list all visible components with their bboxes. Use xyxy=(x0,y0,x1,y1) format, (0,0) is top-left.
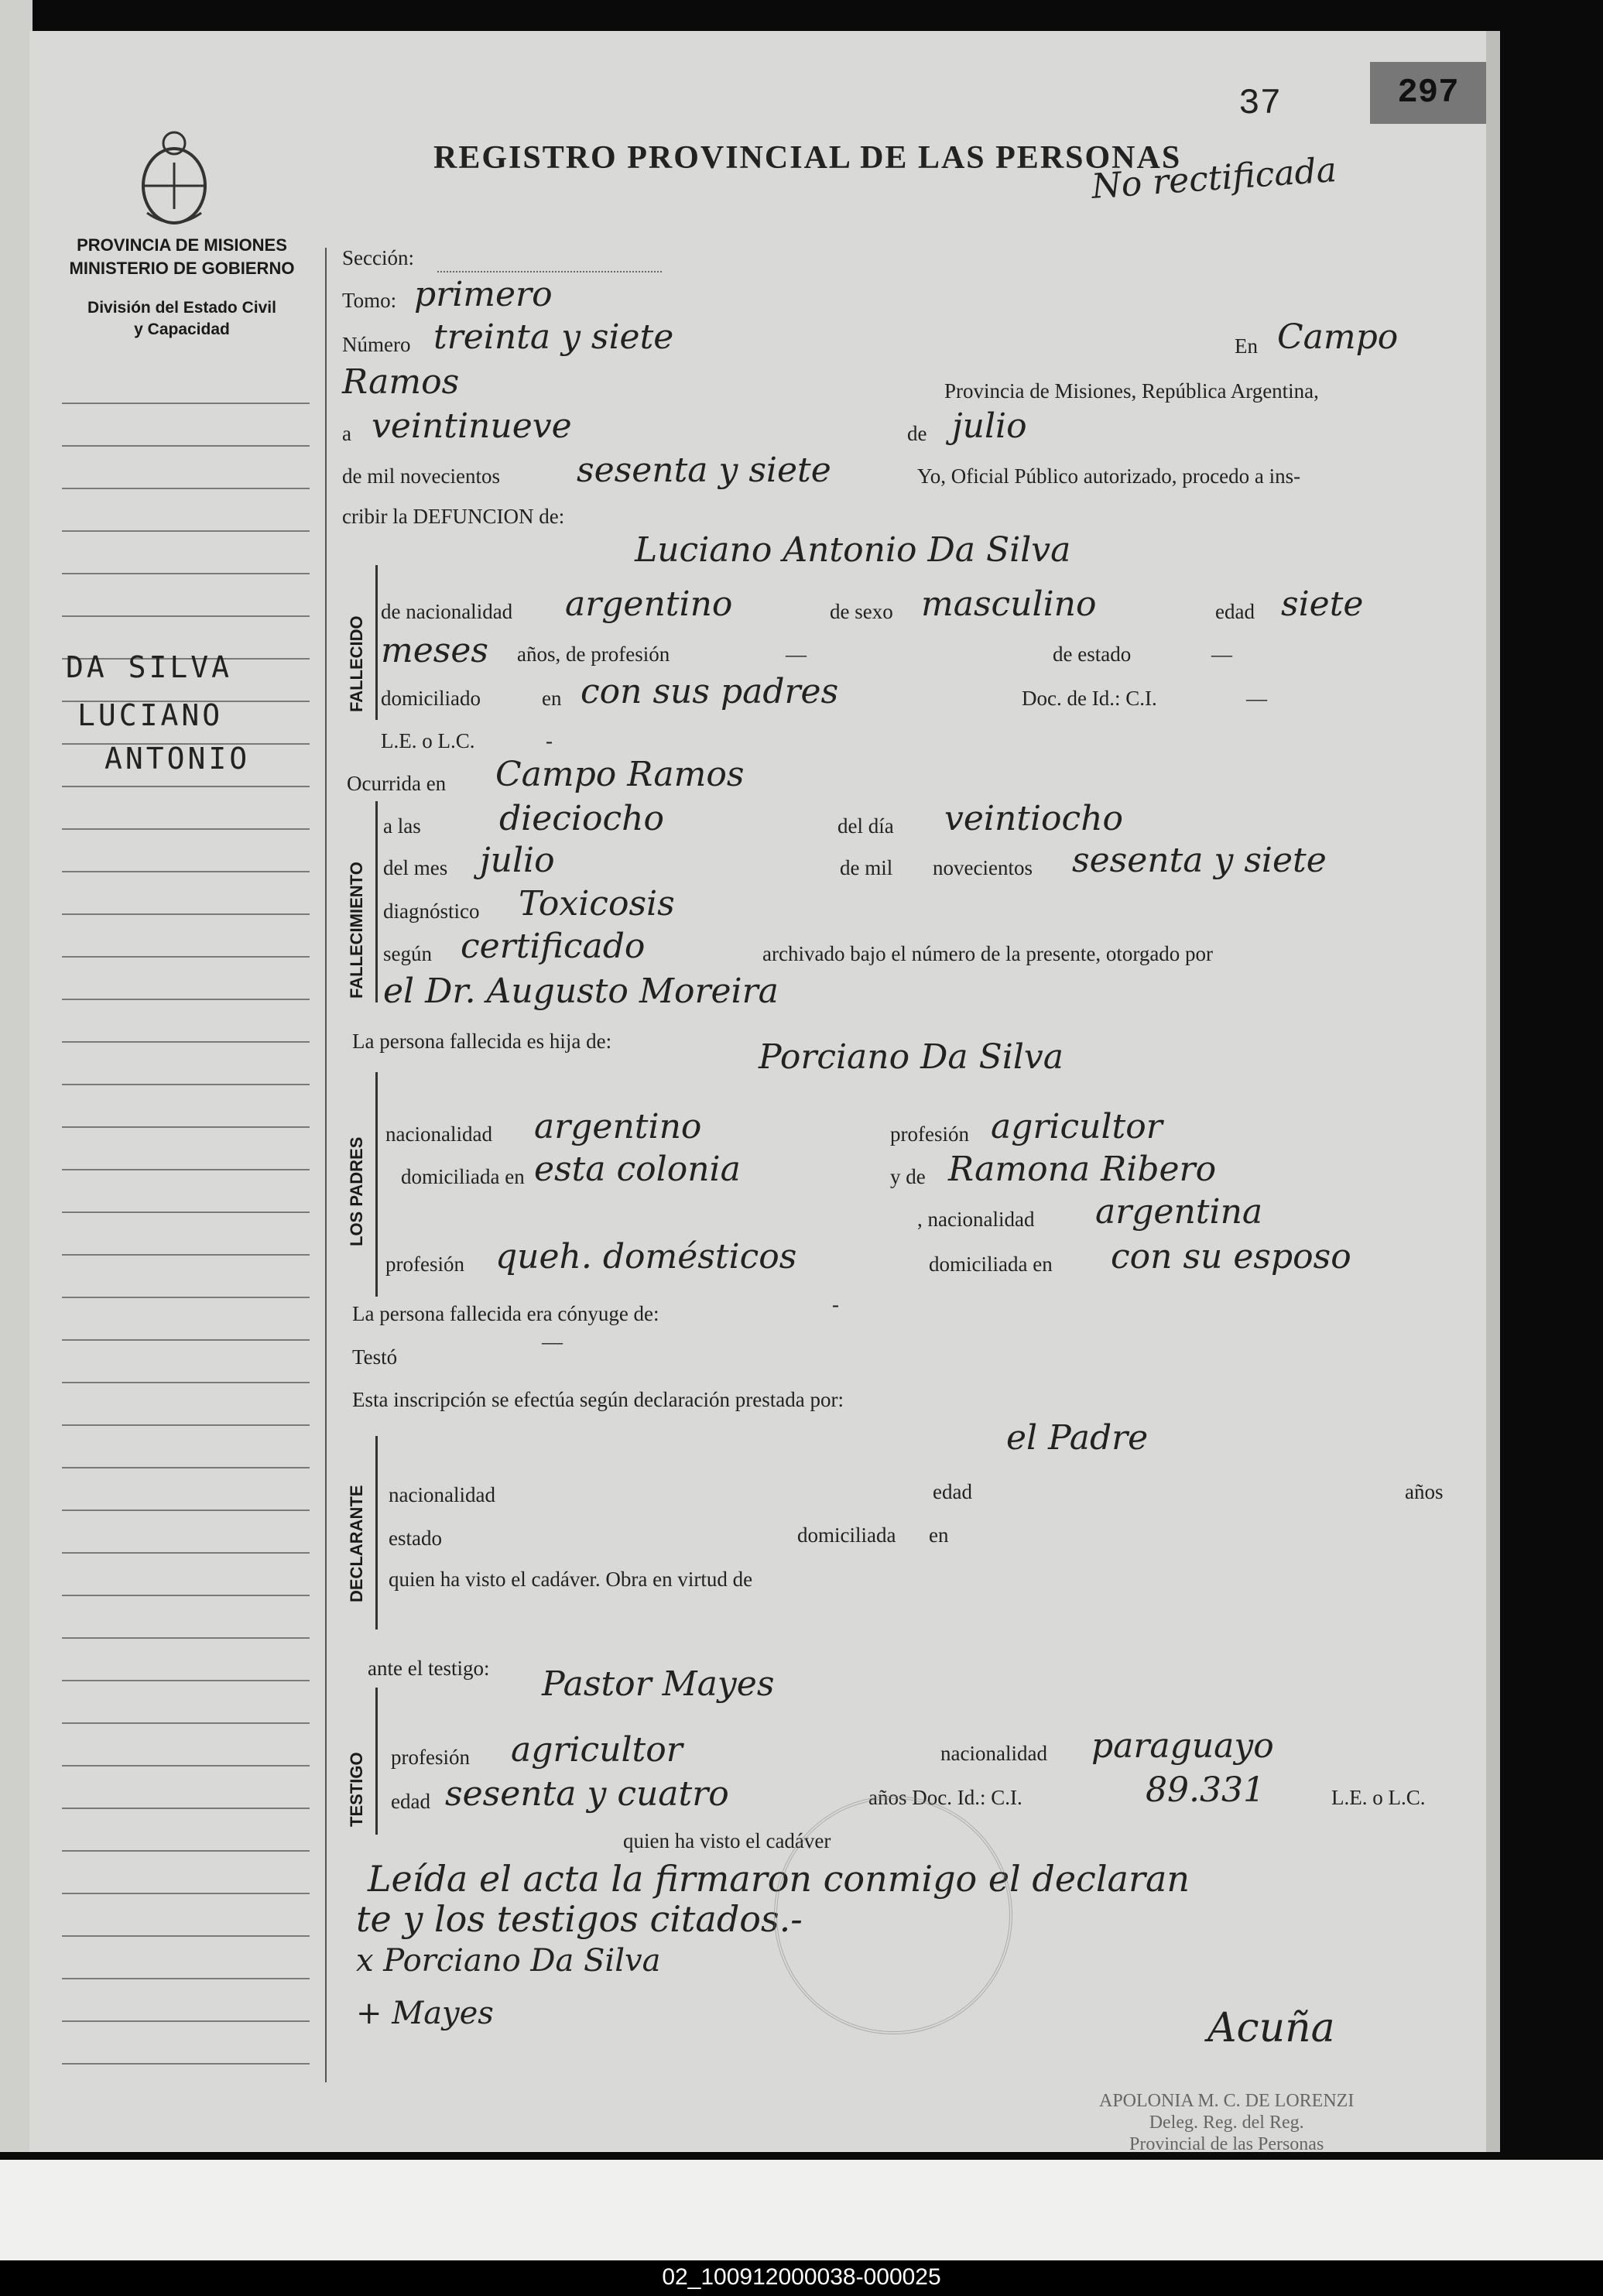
del-dia-label: del día xyxy=(837,814,894,838)
de-label: de xyxy=(907,422,927,445)
tomo-label: Tomo: xyxy=(342,289,397,312)
margin-rule xyxy=(62,573,310,574)
margin-rule xyxy=(62,1510,310,1511)
signature-declarante: x Porciano Da Silva xyxy=(356,1943,661,1979)
day-value: veintinueve xyxy=(372,406,572,446)
testigo-name: Pastor Mayes xyxy=(542,1664,775,1704)
ocurrida-label: Ocurrida en xyxy=(347,772,447,795)
seccion-line xyxy=(437,271,662,274)
closing-line-1: Leída el acta la firmaron conmigo el declaran xyxy=(368,1858,1190,1900)
margin-rule xyxy=(62,999,310,1000)
margin-rule xyxy=(62,1041,310,1043)
margin-rule xyxy=(62,1297,310,1298)
margin-rule xyxy=(62,1637,310,1639)
a-las-label: a las xyxy=(383,814,421,838)
archivado-text: archivado bajo el número de la presente, otorgado por xyxy=(762,942,1214,965)
left-page-edge xyxy=(0,0,33,2152)
testo-label: Testó xyxy=(352,1345,398,1369)
margin-rule xyxy=(62,403,310,404)
declarante-edad-label: edad xyxy=(933,1480,972,1503)
section-declarante: DECLARANTE xyxy=(347,1485,366,1602)
section-testigo: TESTIGO xyxy=(347,1752,366,1827)
testigo-nacionalidad: paraguayo xyxy=(1091,1726,1274,1766)
padre-nacionalidad: argentino xyxy=(534,1107,702,1146)
testo-value: — xyxy=(542,1330,563,1353)
doc-value: — xyxy=(1246,687,1267,710)
fallecimiento-bracket xyxy=(375,801,378,1002)
stamp-line-2: Deleg. Reg. del Reg. xyxy=(1149,2113,1304,2133)
margin-rule xyxy=(62,1467,310,1468)
en-label-2: en xyxy=(542,687,562,710)
medico-value: el Dr. Augusto Moreira xyxy=(383,972,779,1011)
column-divider xyxy=(325,248,327,2082)
testigo-anos-doc-label: años Doc. Id.: C.I. xyxy=(868,1786,1022,1809)
madre-profesion-label: profesión xyxy=(385,1253,464,1276)
testigo-doc: 89.331 xyxy=(1146,1770,1265,1810)
margin-rule xyxy=(62,530,310,532)
numero-label: Número xyxy=(342,333,411,356)
testigo-profesion-label: profesión xyxy=(391,1746,470,1769)
conyuge-value: - xyxy=(832,1293,839,1316)
madre-domiciliada-label: domiciliada en xyxy=(929,1253,1053,1276)
seccion-label: Sección: xyxy=(342,246,414,269)
declarante-estado-label: estado xyxy=(389,1527,442,1550)
madre-nacionalidad: argentina xyxy=(1095,1192,1263,1232)
margin-rule xyxy=(62,615,310,617)
sexo-value: masculino xyxy=(921,584,1097,624)
margin-rule xyxy=(62,445,310,447)
margin-rule xyxy=(62,1808,310,1809)
testigo-visto-label: quien ha visto el cadáver xyxy=(623,1829,831,1852)
declarante-visto-label: quien ha visto el cadáver. Obra en virtud de xyxy=(389,1568,753,1591)
segun-label: según xyxy=(383,942,432,965)
closing-line-2: te y los testigos citados.- xyxy=(356,1898,803,1940)
margin-surname: DA SILVA xyxy=(66,650,233,684)
ocurrida-value: Campo Ramos xyxy=(495,755,745,794)
stamp-line-1: APOLONIA M. C. DE LORENZI xyxy=(1099,2091,1355,2111)
division-label: División del Estado Civil xyxy=(87,299,276,317)
meses-value: meses xyxy=(381,631,488,670)
margin-rule xyxy=(62,1978,310,1979)
estado-label: de estado xyxy=(1053,643,1132,666)
sexo-label: de sexo xyxy=(830,600,893,623)
margin-rule xyxy=(62,1850,310,1852)
margin-firstname: LUCIANO xyxy=(77,698,224,732)
madre-name: Ramona Ribero xyxy=(948,1150,1217,1189)
year-prefix: de mil novecientos xyxy=(342,464,500,488)
official-seal-icon xyxy=(774,1796,1012,2034)
en-label: En xyxy=(1235,334,1258,358)
margin-rule xyxy=(62,1211,310,1213)
doc-label: Doc. de Id.: C.I. xyxy=(1022,687,1157,710)
madre-domicilio: con su esposo xyxy=(1111,1237,1351,1277)
dia-value: veintiocho xyxy=(944,799,1124,838)
inscribir-text: cribir la DEFUNCION de: xyxy=(342,505,565,528)
document-title: REGISTRO PROVINCIAL DE LAS PERSONAS xyxy=(433,140,1182,176)
section-fallecido: FALLECIDO xyxy=(347,615,366,712)
margin-rule xyxy=(62,1424,310,1426)
padre-profesion-label: profesión xyxy=(890,1122,969,1146)
margin-rule xyxy=(62,2063,310,2065)
margin-rule xyxy=(62,871,310,872)
testigo-nacionalidad-label: nacionalidad xyxy=(940,1742,1047,1765)
estado-value: — xyxy=(1211,643,1232,666)
deceased-name: Luciano Antonio Da Silva xyxy=(635,530,1071,570)
signature-testigo: + Mayes xyxy=(356,1996,494,2031)
margin-rule xyxy=(62,1084,310,1085)
anos-profesion-label: años, de profesión xyxy=(517,643,670,666)
margin-rule xyxy=(62,2020,310,2022)
padre-domiciliada-label: domiciliada en xyxy=(401,1165,525,1188)
testigo-le-label: L.E. o L.C. xyxy=(1331,1786,1426,1809)
declarante-name: el Padre xyxy=(1006,1418,1149,1458)
background xyxy=(0,2160,1603,2260)
hija-label: La persona fallecida es hija de: xyxy=(352,1030,612,1053)
margin-rule xyxy=(62,913,310,915)
nacionalidad-label: de nacionalidad xyxy=(381,600,513,623)
domicilio-value: con sus padres xyxy=(581,672,839,711)
margin-rule xyxy=(62,1893,310,1894)
margin-rule xyxy=(62,956,310,958)
section-fallecimiento: FALLECIMIENTO xyxy=(347,862,366,999)
declarante-en-label: en xyxy=(929,1523,949,1547)
mes-value: julio xyxy=(480,841,555,880)
margin-rule xyxy=(62,1722,310,1724)
margin-rule xyxy=(62,1254,310,1256)
madre-nacionalidad-label: , nacionalidad xyxy=(917,1208,1035,1231)
margin-rule xyxy=(62,1595,310,1596)
margin-rule xyxy=(62,1765,310,1767)
le-label: L.E. o L.C. xyxy=(381,729,475,752)
testigo-edad-label: edad xyxy=(391,1790,430,1813)
month-value: julio xyxy=(952,406,1027,446)
hora-value: dieciocho xyxy=(499,799,664,838)
padre-profesion: agricultor xyxy=(991,1107,1163,1146)
edad-label: edad xyxy=(1215,600,1255,623)
testigo-intro-label: ante el testigo: xyxy=(368,1657,490,1680)
division-label-2: y Capacidad xyxy=(134,320,230,338)
margin-rule xyxy=(62,1169,310,1170)
margin-rule xyxy=(62,1339,310,1341)
testigo-bracket xyxy=(375,1688,378,1835)
folio-number: 37 xyxy=(1238,84,1282,124)
domiciliado-label: domiciliado xyxy=(381,687,481,710)
margin-rule xyxy=(62,786,310,787)
tomo-value: primero xyxy=(414,275,553,314)
margin-middlename: ANTONIO xyxy=(104,742,251,776)
novecientos-label: novecientos xyxy=(933,856,1033,879)
stamp-line-3: Provincial de las Personas xyxy=(1129,2134,1324,2154)
y-de-label: y de xyxy=(890,1165,926,1188)
year-value: sesenta y siete xyxy=(577,451,831,490)
conyuge-label: La persona fallecida era cónyuge de: xyxy=(352,1302,659,1325)
le-value: - xyxy=(546,729,553,752)
provincia-text: Provincia de Misiones, República Argentina, xyxy=(944,379,1319,403)
declarante-nacionalidad-label: nacionalidad xyxy=(389,1483,495,1506)
place-continuation: Ramos xyxy=(342,362,460,402)
section-padres: LOS PADRES xyxy=(347,1136,366,1246)
padre-domicilio: esta colonia xyxy=(534,1150,741,1189)
segun-value: certificado xyxy=(461,927,646,966)
diagnostico-label: diagnóstico xyxy=(383,900,480,923)
declaracion-label: Esta inscripción se efectúa según declaración prestada por: xyxy=(352,1388,844,1411)
official-stamp xyxy=(1099,2090,1354,2155)
official-signature: Acuña xyxy=(1207,2005,1335,2051)
profesion-value: — xyxy=(786,643,807,666)
del-mes-label: del mes xyxy=(383,856,448,879)
madre-profesion: queh. domésticos xyxy=(495,1237,797,1277)
margin-rule xyxy=(62,1552,310,1554)
anio-value: sesenta y siete xyxy=(1072,841,1327,880)
a-label: a xyxy=(342,422,351,445)
declarante-anos-label: años xyxy=(1405,1480,1444,1503)
oficial-text: Yo, Oficial Público autorizado, procedo a ins- xyxy=(917,464,1301,488)
margin-rule xyxy=(62,1935,310,1937)
province-label: PROVINCIA DE MISIONES xyxy=(77,235,287,255)
padre-nacionalidad-label: nacionalidad xyxy=(385,1122,492,1146)
fallecido-bracket xyxy=(375,565,378,720)
testigo-edad: sesenta y cuatro xyxy=(445,1774,729,1814)
margin-rule xyxy=(62,488,310,489)
margin-rule xyxy=(62,1382,310,1383)
margin-column xyxy=(62,93,317,2082)
declarante-bracket xyxy=(375,1436,378,1629)
page-number-stamp: 297 xyxy=(1370,62,1486,124)
margin-rule xyxy=(62,1680,310,1681)
margin-rule xyxy=(62,1126,310,1128)
padre-name: Porciano Da Silva xyxy=(759,1037,1064,1077)
padres-bracket xyxy=(375,1072,378,1297)
declarante-domiciliada-label: domiciliada xyxy=(797,1523,896,1547)
edad-value: siete xyxy=(1281,584,1364,624)
margin-rule xyxy=(62,828,310,830)
en-value: Campo xyxy=(1277,317,1399,357)
de-mil-label: de mil xyxy=(840,856,893,879)
nacionalidad-value: argentino xyxy=(565,584,733,624)
annotation: No rectificada xyxy=(1090,150,1338,207)
testigo-profesion: agricultor xyxy=(511,1730,683,1770)
ministry-label: MINISTERIO DE GOBIERNO xyxy=(69,259,295,278)
numero-value: treinta y siete xyxy=(433,317,674,357)
image-id-label: 02_100912000038-000025 xyxy=(662,2264,941,2290)
diagnostico-value: Toxicosis xyxy=(519,884,675,924)
